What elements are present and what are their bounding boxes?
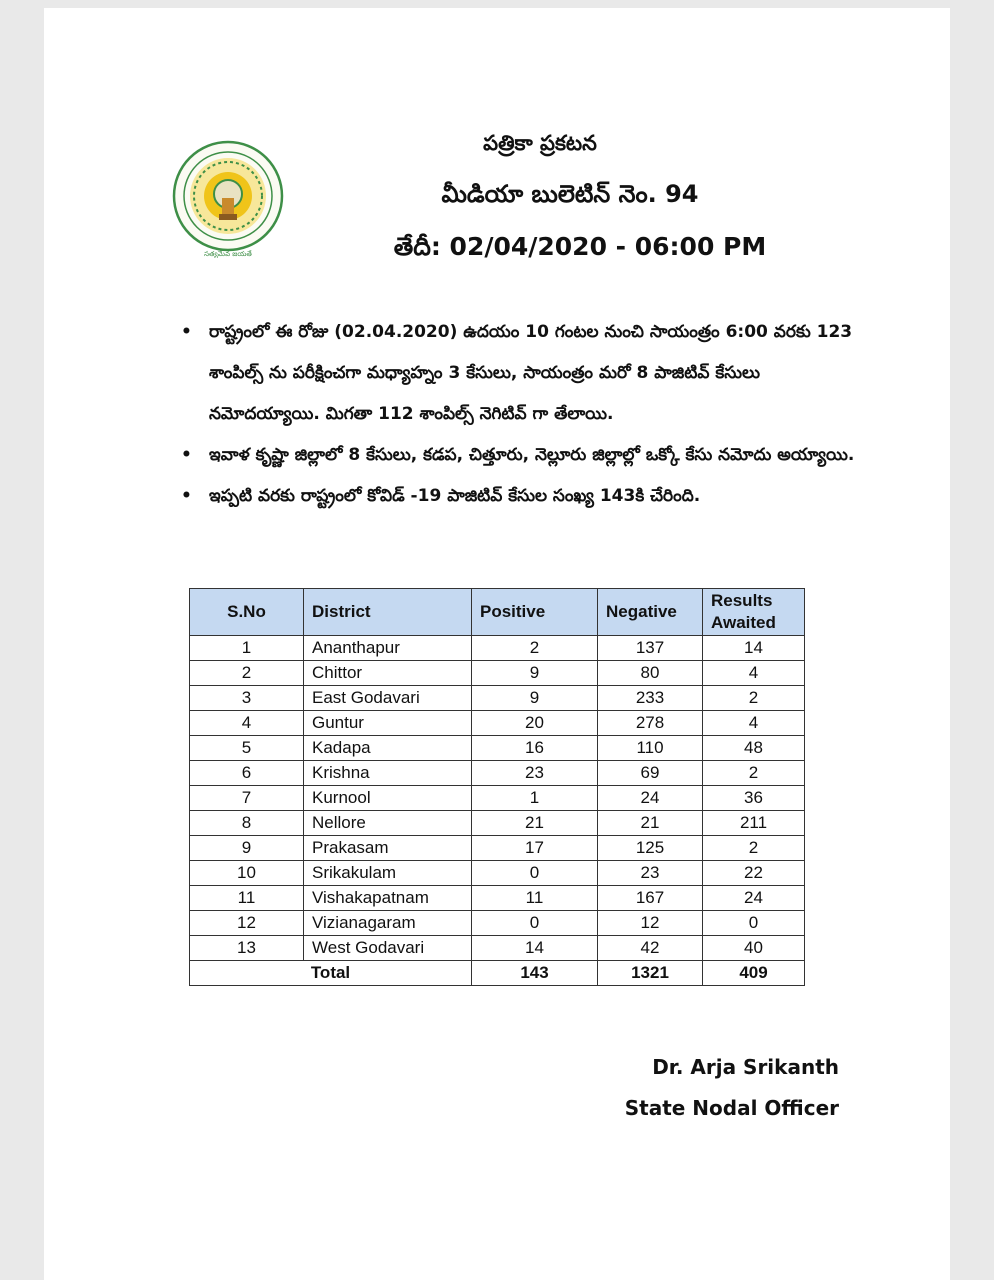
header-positive: Positive	[472, 589, 598, 636]
cell-results-awaited: 24	[703, 886, 805, 911]
cell-sno: 1	[190, 636, 304, 661]
cell-positive: 17	[472, 836, 598, 861]
table-body	[190, 636, 805, 986]
cell-results-awaited: 36	[703, 786, 805, 811]
cell-positive: 20	[472, 711, 598, 736]
header-results-awaited: Results Awaited	[703, 589, 805, 636]
cell-district: Chittor	[304, 661, 472, 686]
cell-results-awaited: 48	[703, 736, 805, 761]
table-header-row	[190, 589, 805, 636]
cell-negative: 110	[598, 736, 703, 761]
table-row	[190, 636, 805, 661]
cell-sno: 9	[190, 836, 304, 861]
total-negative: 1321	[598, 961, 703, 986]
total-label: Total	[190, 961, 472, 986]
table-row	[190, 786, 805, 811]
cell-sno: 7	[190, 786, 304, 811]
bullet-text: రాష్ట్రంలో ఈ రోజు (02.04.2020) ఉదయం 10 గంటల నుంచి సాయంత్రం 6:00 వరకు 123 శాంపిల్స్ ను పరీక్షించగా మధ్యాహ్నం 3 కేసులు, సాయంత్రం మరో 8 పాజిటివ్ కేసులు నమోదయ్యాయి. మిగతా 112 శాంపిల్స్ నెగిటివ్ గా తేలాయి.	[209, 322, 853, 424]
cell-results-awaited: 40	[703, 936, 805, 961]
cell-sno: 2	[190, 661, 304, 686]
total-positive: 143	[472, 961, 598, 986]
cell-results-awaited: 4	[703, 711, 805, 736]
cell-positive: 9	[472, 661, 598, 686]
cell-negative: 24	[598, 786, 703, 811]
cell-district: Vizianagaram	[304, 911, 472, 936]
cell-sno: 4	[190, 711, 304, 736]
andhra-pradesh-emblem-icon	[172, 138, 284, 258]
table-row	[190, 661, 805, 686]
bullet-dot-icon: •	[181, 322, 192, 342]
cell-district: East Godavari	[304, 686, 472, 711]
cell-sno: 6	[190, 761, 304, 786]
table-row	[190, 811, 805, 836]
cell-district: Nellore	[304, 811, 472, 836]
cell-negative: 69	[598, 761, 703, 786]
press-release-title: పత్రికా ప్రకటన	[483, 131, 597, 155]
cell-results-awaited: 2	[703, 836, 805, 861]
cell-district: West Godavari	[304, 936, 472, 961]
bullet-item	[178, 312, 858, 435]
cell-sno: 13	[190, 936, 304, 961]
district-cases-table	[189, 588, 805, 986]
header-negative: Negative	[598, 589, 703, 636]
header-sno: S.No	[190, 589, 304, 636]
bullet-text: ఇప్పటి వరకు రాష్ట్రంలో కోవిడ్ -19 పాజిటివ్ కేసుల సంఖ్య 143కి చేరింది.	[209, 486, 701, 506]
cell-positive: 2	[472, 636, 598, 661]
cell-results-awaited: 4	[703, 661, 805, 686]
cell-negative: 23	[598, 861, 703, 886]
table-row	[190, 886, 805, 911]
cell-district: Prakasam	[304, 836, 472, 861]
table-row	[190, 761, 805, 786]
table-total-row	[190, 961, 805, 986]
cell-district: Vishakapatnam	[304, 886, 472, 911]
cell-results-awaited: 211	[703, 811, 805, 836]
cell-district: Ananthapur	[304, 636, 472, 661]
cell-negative: 125	[598, 836, 703, 861]
cell-negative: 80	[598, 661, 703, 686]
cell-district: Guntur	[304, 711, 472, 736]
bullet-list	[178, 312, 858, 517]
cell-sno: 8	[190, 811, 304, 836]
cell-positive: 14	[472, 936, 598, 961]
cell-positive: 1	[472, 786, 598, 811]
table-row	[190, 936, 805, 961]
cell-sno: 11	[190, 886, 304, 911]
bullet-item	[178, 476, 858, 517]
cell-results-awaited: 14	[703, 636, 805, 661]
cell-results-awaited: 0	[703, 911, 805, 936]
cell-district: Srikakulam	[304, 861, 472, 886]
bulletin-number: మీడియా బులెటిన్ నెం. 94	[441, 180, 699, 208]
cell-positive: 0	[472, 911, 598, 936]
bullet-text: ఇవాళ కృష్ణా జిల్లాలో 8 కేసులు, కడప, చిత్తూరు, నెల్లూరు జిల్లాల్లో ఒక్కో కేసు నమోదు అయ్యాయి.	[209, 445, 855, 465]
signatory-title: State Nodal Officer	[624, 1096, 839, 1120]
bullet-dot-icon: •	[181, 486, 192, 506]
cell-sno: 10	[190, 861, 304, 886]
cell-negative: 278	[598, 711, 703, 736]
total-awaited: 409	[703, 961, 805, 986]
table-row	[190, 686, 805, 711]
cell-negative: 42	[598, 936, 703, 961]
bulletin-date: తేదీ: 02/04/2020 - 06:00 PM	[393, 232, 767, 261]
cell-positive: 23	[472, 761, 598, 786]
cell-district: Kurnool	[304, 786, 472, 811]
cell-positive: 9	[472, 686, 598, 711]
cell-positive: 11	[472, 886, 598, 911]
cell-positive: 21	[472, 811, 598, 836]
cell-positive: 16	[472, 736, 598, 761]
cell-district: Krishna	[304, 761, 472, 786]
cell-positive: 0	[472, 861, 598, 886]
cell-negative: 21	[598, 811, 703, 836]
cell-negative: 137	[598, 636, 703, 661]
cell-negative: 167	[598, 886, 703, 911]
cell-negative: 12	[598, 911, 703, 936]
table-row	[190, 911, 805, 936]
table-row	[190, 736, 805, 761]
bullet-dot-icon: •	[181, 445, 192, 465]
table-row	[190, 861, 805, 886]
bullet-item	[178, 435, 858, 476]
cell-results-awaited: 2	[703, 686, 805, 711]
cell-district: Kadapa	[304, 736, 472, 761]
cell-negative: 233	[598, 686, 703, 711]
table-row	[190, 711, 805, 736]
signatory-name: Dr. Arja Srikanth	[652, 1055, 839, 1079]
header-district: District	[304, 589, 472, 636]
cell-results-awaited: 22	[703, 861, 805, 886]
cell-sno: 5	[190, 736, 304, 761]
svg-text:సత్యమేవ జయతే: సత్యమేవ జయతే	[204, 250, 252, 258]
cell-results-awaited: 2	[703, 761, 805, 786]
cell-sno: 3	[190, 686, 304, 711]
table-row	[190, 836, 805, 861]
cell-sno: 12	[190, 911, 304, 936]
